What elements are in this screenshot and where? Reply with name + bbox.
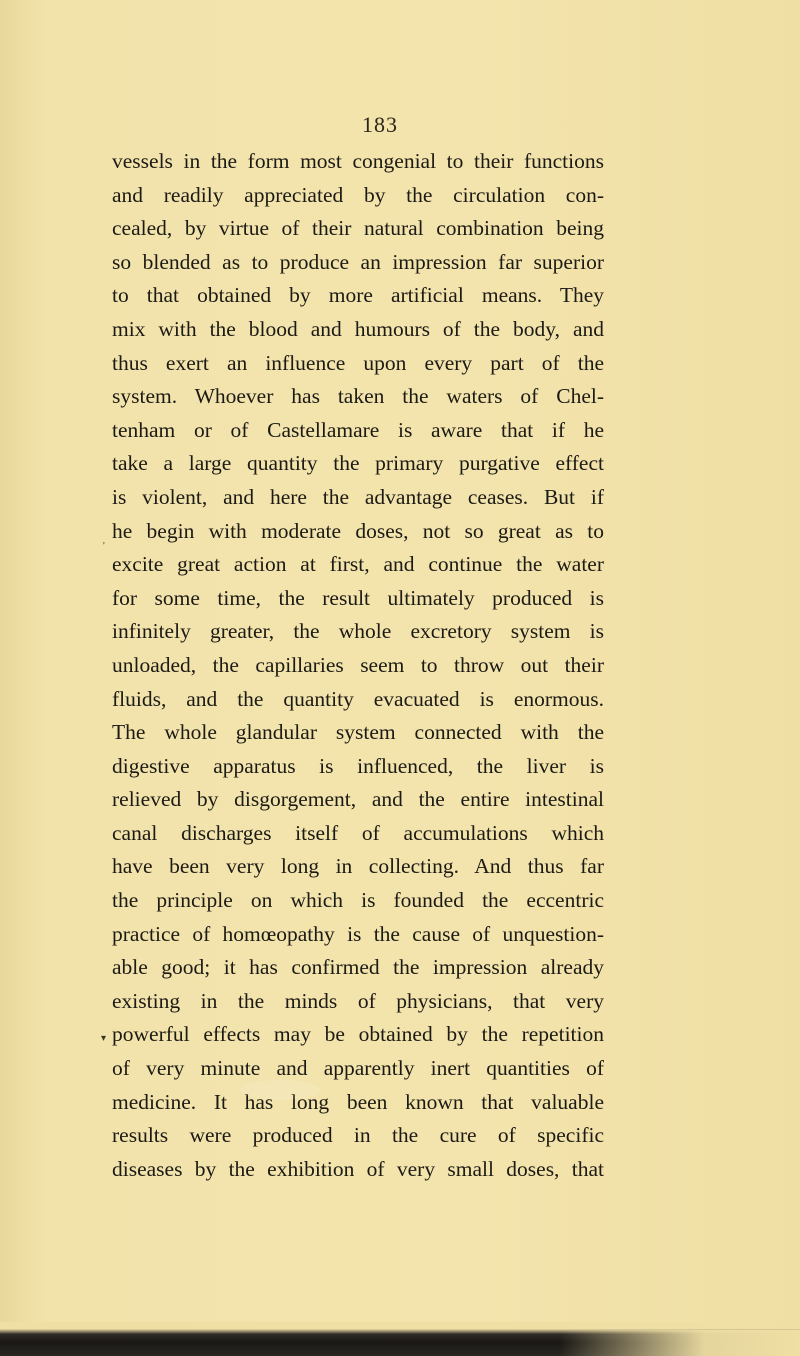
text-line: and readily appreciated by the circulation con-	[112, 182, 604, 207]
text-line: is violent, and here the advantage ceases. But if	[112, 484, 604, 509]
text-line: excite great action at first, and continue the water	[112, 552, 604, 577]
text-line: relieved by disgorgement, and the entire intestinal	[112, 787, 604, 812]
text-line: for some time, the result ultimately produced is	[112, 585, 604, 610]
text-line: canal discharges itself of accumulations which	[112, 820, 604, 845]
text-line: so blended as to produce an impression far superior	[112, 249, 604, 274]
text-line: able good; it has confirmed the impression already	[112, 955, 604, 980]
text-line: have been very long in collecting. And thus far	[112, 854, 604, 879]
page-number: 183	[362, 112, 398, 137]
text-line: tenham or of Castellamare is aware that if he	[112, 417, 604, 442]
text-line: cealed, by virtue of their natural combination being	[112, 216, 604, 241]
text-line: The whole glandular system connected with the	[112, 720, 604, 745]
text-line: medicine. It has long been known that valuable	[112, 1089, 604, 1114]
paper-smudge	[240, 1080, 320, 1100]
text-line: infinitely greater, the whole excretory system is	[112, 619, 604, 644]
text-line: he begin with moderate doses, not so great as to	[112, 518, 604, 543]
text-line: practice of homœopathy is the cause of unquestion-	[112, 921, 604, 946]
text-line: system. Whoever has taken the waters of Chel-	[112, 384, 604, 409]
text-line: existing in the minds of physicians, that very	[112, 988, 604, 1013]
text-line: results were produced in the cure of specific	[112, 1123, 604, 1148]
text-line: take a large quantity the primary purgative effect	[112, 451, 604, 476]
text-line: powerful effects may be obtained by the repetition	[112, 1022, 604, 1047]
margin-tick-mark: ▾	[101, 1033, 107, 1044]
text-line: digestive apparatus is influenced, the liver is	[112, 753, 604, 778]
text-line: mix with the blood and humours of the body, and	[112, 316, 604, 341]
text-line: diseases by the exhibition of very small doses, that	[112, 1156, 604, 1181]
text-line: to that obtained by more artificial means. They	[112, 283, 604, 308]
text-line: fluids, and the quantity evacuated is enormous.	[112, 686, 604, 711]
text-line: unloaded, the capillaries seem to throw out their	[112, 652, 604, 677]
text-line: vessels in the form most congenial to their functions	[112, 149, 604, 173]
page-bottom-edge-fade	[560, 1330, 800, 1356]
margin-tick-mark: '	[103, 541, 105, 552]
text-line: thus exert an influence upon every part of the	[112, 350, 604, 375]
text-line: the principle on which is founded the eccentric	[112, 888, 604, 913]
text-line: of very minute and apparently inert quantities of	[112, 1056, 604, 1081]
body-text	[112, 145, 604, 1186]
